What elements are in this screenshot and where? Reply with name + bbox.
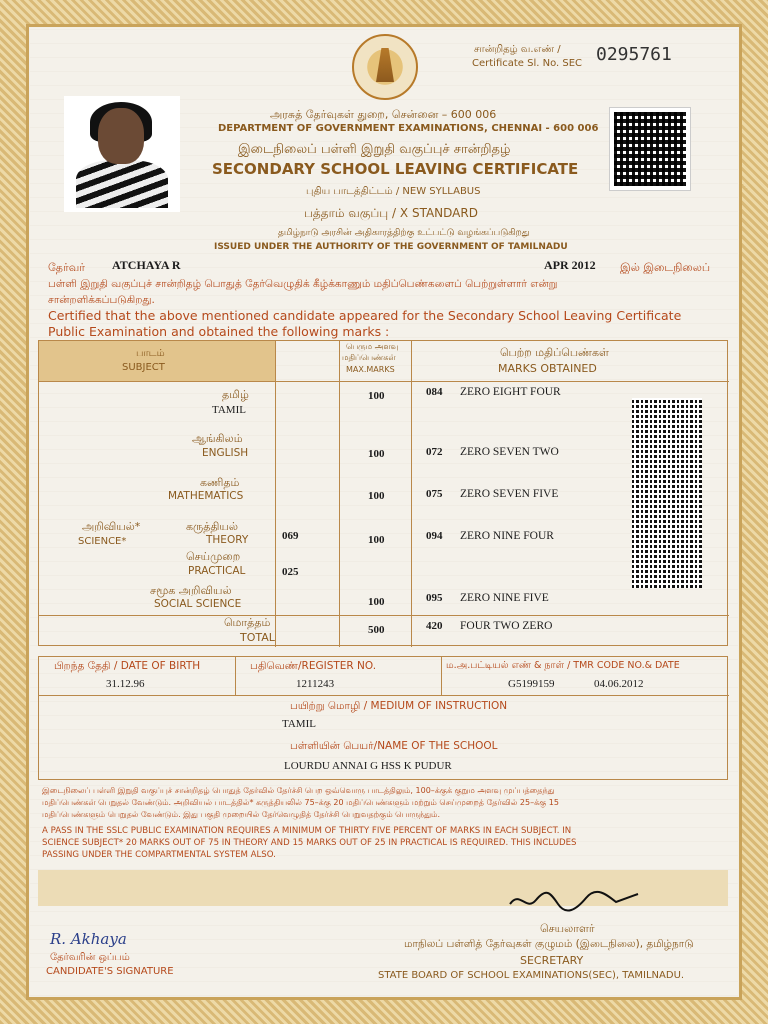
subject-ta: தமிழ்: [222, 388, 249, 401]
subject-en: THEORY: [206, 534, 249, 546]
authority-ta: தமிழ்நாடு அரசின் அதிகாரத்திற்கு உட்பட்டு வழங்கப்படுகிறது: [278, 228, 530, 238]
candidate-line2-ta: பள்ளி இறுதி வகுப்புச் சான்றிதழ் பொதுத் தேர்வெழுதிக் கீழ்க்காணும் மதிப்பெண்களைப் பெற்றுள்ளார் என்று: [48, 278, 558, 290]
exam-session: APR 2012: [544, 258, 596, 272]
marks-in-words: ZERO EIGHT FOUR: [460, 386, 561, 398]
obtained-header-ta: பெற்ற மதிப்பெண்கள்: [500, 346, 609, 359]
dob-value: 31.12.96: [106, 678, 145, 690]
marks-in-words: ZERO SEVEN TWO: [460, 446, 559, 458]
marks-in-words: ZERO NINE FOUR: [460, 530, 554, 542]
qr-code-icon: [610, 108, 690, 190]
cert-no-value: 0295761: [596, 44, 672, 65]
tmr-label: ம.அ.பட்டியல் எண் & நாள் / TMR CODE NO.& DATE: [446, 660, 680, 671]
register-label: பதிவெண்/REGISTER NO.: [250, 660, 377, 672]
register-value: 1211243: [296, 678, 335, 690]
note-en3: PASSING UNDER THE COMPARTMENTAL SYSTEM ALSO.: [42, 850, 276, 860]
dept-en: DEPARTMENT OF GOVERNMENT EXAMINATIONS, CHENNAI - 600 006: [218, 123, 599, 134]
board-ta: மாநிலப் பள்ளித் தேர்வுகள் குழுமம் (இடைநிலை), தமிழ்நாடு: [404, 938, 694, 950]
max-marks: 100: [368, 390, 385, 402]
secretary-ta: செயலாளர்: [540, 922, 595, 935]
school-label: பள்ளியின் பெயர்/NAME OF THE SCHOOL: [290, 740, 498, 752]
max-marks: 100: [368, 596, 385, 608]
total-ta: மொத்தம்: [224, 616, 271, 629]
secretary-en: SECRETARY: [520, 954, 584, 967]
subject-en: SOCIAL SCIENCE: [154, 598, 242, 610]
total-max: 500: [368, 624, 385, 636]
marks-in-words: ZERO NINE FIVE: [460, 592, 549, 604]
title-ta: இடைநிலைப் பள்ளி இறுதி வகுப்புச் சான்றிதழ்: [238, 142, 511, 157]
subject-en: ENGLISH: [202, 447, 249, 459]
dob-label: பிறந்த தேதி / DATE OF BIRTH: [54, 660, 201, 672]
subject-ta: செய்முறை: [186, 550, 241, 563]
max-marks: 100: [368, 534, 385, 546]
subject-en: TAMIL: [212, 404, 246, 416]
subject-header-en: SUBJECT: [122, 362, 165, 373]
marks-in-words: ZERO SEVEN FIVE: [460, 488, 559, 500]
medium-label: பயிற்று மொழி / MEDIUM OF INSTRUCTION: [290, 700, 508, 712]
subject-ta: சமூக அறிவியல்: [150, 584, 232, 597]
secretary-signature-icon: [506, 886, 642, 916]
marks-obtained: 072: [426, 446, 443, 458]
subject-ta: கணிதம்: [200, 476, 240, 489]
marks-obtained: 095: [426, 592, 443, 604]
obtained-header-en: MARKS OBTAINED: [498, 362, 597, 375]
subject-en: PRACTICAL: [188, 565, 246, 577]
total-en: TOTAL: [240, 631, 275, 644]
barcode-icon: [632, 398, 702, 588]
subject-header-cell: [39, 341, 275, 381]
max-header-ta2: மதிப்பெண்கள்: [342, 353, 396, 362]
candidate-sig-label-ta: தேர்வரின் ஒப்பம்: [50, 952, 130, 963]
science-en: SCIENCE*: [78, 536, 127, 547]
tmr-code: G5199159: [508, 678, 555, 690]
dept-ta: அரசுத் தேர்வுகள் துறை, சென்னை – 600 006: [270, 108, 497, 121]
science-ta: அறிவியல்*: [82, 520, 141, 533]
authority-en: ISSUED UNDER THE AUTHORITY OF THE GOVERNMENT OF TAMILNADU: [214, 242, 568, 252]
marks-obtained: 084: [426, 386, 443, 398]
subject-ta: ஆங்கிலம்: [192, 432, 243, 445]
candidate-prefix-ta: தேர்வர்: [48, 261, 85, 274]
candidate-photo: [64, 96, 180, 212]
candidate-name: ATCHAYA R: [112, 258, 181, 272]
note-ta1: இடைநிலைப் பள்ளி இறுதி வகுப்புச் சான்றிதழ் பொதுத் தேர்வில் தேர்ச்சி பெற ஒவ்வொரு பாடத்திலும், 100–க்குக் குறும அளவு முப்பத்தைந்து: [42, 786, 555, 795]
standard: பத்தாம் வகுப்பு / X STANDARD: [304, 206, 478, 220]
cert-line1: Certified that the above mentioned candidate appeared for the Secondary School Leaving Certificate: [48, 308, 682, 323]
candidate-sig-label-en: CANDIDATE'S SIGNATURE: [46, 966, 174, 977]
sub-marks: 069: [282, 530, 299, 542]
syllabus: புதிய பாடத்திட்டம் / NEW SYLLABUS: [306, 186, 481, 197]
note-ta2: மதிப்பெண்கள் பெறுதல் வேண்டும். அறிவியல் பாடத்தில்* கருத்தியலில் 75–க்கு 20 மதிப்பெண்களும் மற்றும் செய்முறைத் தேர்வில் 25–க்கு 15: [42, 798, 559, 807]
cert-no-label-ta: சான்றிதழ் வ.எண் /: [474, 44, 561, 55]
total-marks: 420: [426, 620, 443, 632]
cert-no-label-en: Certificate Sl. No. SEC: [472, 58, 583, 69]
candidate-signature: R. Akhaya: [50, 930, 127, 948]
max-marks: 100: [368, 490, 385, 502]
max-header-en: MAX.MARKS: [346, 365, 395, 374]
subject-en: MATHEMATICS: [168, 490, 244, 502]
note-ta3: மதிப்பெண்களும் பெறுதல் வேண்டும். இது பகுதி முறையில் தேர்வெழுதித் தேர்ச்சி பெறுவதற்கும் பொருந்தும்.: [42, 810, 440, 819]
max-marks: 100: [368, 448, 385, 460]
tmr-date: 04.06.2012: [594, 678, 644, 690]
candidate-suffix-ta: இல் இடைநிலைப்: [620, 261, 711, 274]
subject-ta: கருத்தியல்: [186, 520, 238, 533]
sub-marks: 025: [282, 566, 299, 578]
cert-line2: Public Examination and obtained the following marks :: [48, 324, 390, 339]
note-en2: SCIENCE SUBJECT* 20 MARKS OUT OF 75 IN THEORY AND 15 MARKS OUT OF 25 IN PRACTICAL IS REQUIRED. THIS INCLUDES: [42, 838, 577, 848]
title-en: SECONDARY SCHOOL LEAVING CERTIFICATE: [212, 160, 579, 178]
total-words: FOUR TWO ZERO: [460, 620, 553, 632]
note-en1: A PASS IN THE SSLC PUBLIC EXAMINATION REQUIRES A MINIMUM OF THIRTY FIVE PERCENT OF MARKS IN EACH SUBJECT. IN: [42, 826, 572, 836]
marks-obtained: 075: [426, 488, 443, 500]
board-en: STATE BOARD OF SCHOOL EXAMINATIONS(SEC), TAMILNADU.: [378, 970, 685, 981]
subject-header-ta: பாடம்: [136, 348, 165, 359]
school-value: LOURDU ANNAI G HSS K PUDUR: [284, 760, 452, 772]
marks-obtained: 094: [426, 530, 443, 542]
government-emblem-icon: [352, 34, 418, 100]
medium-value: TAMIL: [282, 718, 316, 730]
max-header-ta1: பெரும அளவு: [346, 342, 399, 351]
candidate-line3-ta: சான்றளிக்கப்படுகிறது.: [48, 294, 155, 306]
